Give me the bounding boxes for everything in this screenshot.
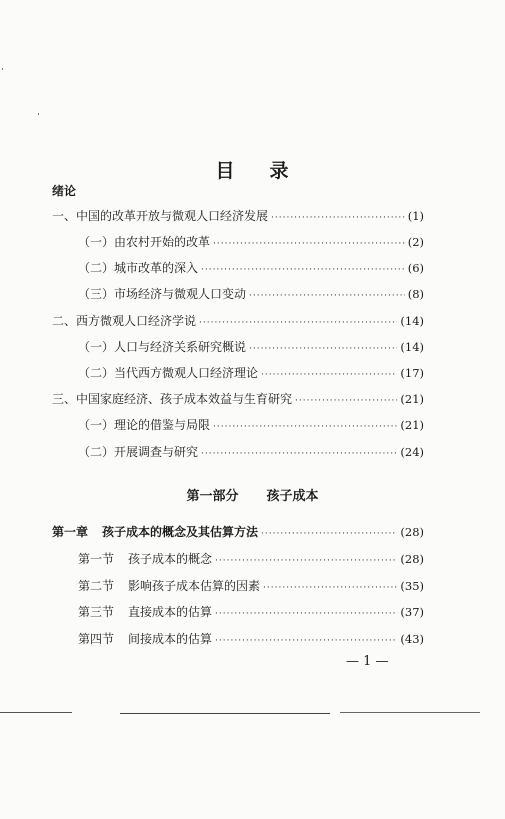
scan-rule [0,712,72,713]
toc-entry[interactable] [78,364,424,381]
toc-entry-page: (21) [400,418,424,432]
section-title: 孩子成本的概念 [128,552,213,566]
leader-dots [215,556,397,566]
toc-entry[interactable] [52,312,424,329]
section-page: (28) [400,552,424,566]
leader-dots [295,396,397,406]
scan-rule [120,713,330,714]
scan-speck [2,68,3,70]
toc-entry-page: (24) [400,445,424,459]
toc-entry-label: 三、中国家庭经济、孩子成本效益与生育研究 [52,392,293,406]
title-right-char: 录 [269,160,290,182]
chapter-page: (28) [400,525,424,539]
chapter-number: 第一章 [52,525,89,539]
toc-entry-page: (6) [407,261,424,275]
section-number: 第三节 [78,605,115,619]
chapter-title: 孩子成本的概念及其估算方法 [102,525,259,539]
scan-speck [38,113,39,115]
section-number: 第四节 [78,632,115,646]
toc-section-entry[interactable] [78,630,424,647]
toc-entry-label: （三）市场经济与微观人口变动 [78,287,247,301]
section-page: (43) [400,632,424,646]
toc-section-entry[interactable] [78,550,424,567]
leader-dots [215,609,397,619]
toc-entry-page: (17) [400,366,424,380]
toc-entry[interactable] [78,285,424,302]
leader-dots [263,583,397,593]
toc-section-entry[interactable] [78,603,424,620]
leader-dots [213,239,405,249]
leader-dots [199,318,397,328]
toc-entry[interactable] [52,390,424,407]
section-page: (35) [400,579,424,593]
section-label [78,550,212,567]
toc-entry-page: (14) [400,340,424,354]
section-title: 间接成本的估算 [128,632,213,646]
toc-entry[interactable] [78,338,424,355]
title-left-char: 目 [215,160,236,182]
toc-entry-page: (1) [407,209,424,223]
scan-rule [340,712,480,713]
leader-dots [215,636,397,646]
part-number: 第一部分 [186,489,239,504]
toc-section-entry[interactable] [78,577,424,594]
toc-entry[interactable] [52,207,424,224]
toc-entry[interactable] [78,443,424,460]
toc-entry-label: （一）人口与经济关系研究概说 [78,340,247,354]
toc-entry-label: （二）开展调查与研究 [78,445,199,459]
leader-dots [271,213,405,223]
toc-entry[interactable] [78,233,424,250]
toc-entry-page: (8) [407,287,424,301]
toc-entry-label: （二）城市改革的深入 [78,261,199,275]
toc-entry-label: （一）由农村开始的改革 [78,235,211,249]
toc-entry[interactable] [78,259,424,276]
leader-dots [249,291,405,301]
toc-entry-label: （二）当代西方微观人口经济理论 [78,366,259,380]
chapter-label [52,523,258,540]
toc-entry[interactable] [78,416,424,433]
section-page: (37) [400,605,424,619]
toc-entry-page: (2) [407,235,424,249]
toc-entry-label: 二、西方微观人口经济学说 [52,314,197,328]
leader-dots [261,370,397,380]
page-number: — 1 — [346,654,389,669]
intro-heading: 绪论 [52,184,77,198]
part-heading [0,485,505,504]
section-title: 影响孩子成本估算的因素 [128,579,261,593]
section-label [78,630,212,647]
leader-dots [261,529,397,539]
section-title: 直接成本的估算 [128,605,213,619]
leader-dots [249,344,397,354]
toc-entry-label: （一）理论的借鉴与局限 [78,418,211,432]
part-title: 孩子成本 [266,489,319,504]
leader-dots [201,449,397,459]
leader-dots [201,265,405,275]
leader-dots [213,422,397,432]
toc-entry-label: 一、中国的改革开放与微观人口经济发展 [52,209,269,223]
toc-entry-page: (14) [400,314,424,328]
section-label [78,603,212,620]
page-title [0,156,505,183]
toc-chapter-entry[interactable] [52,523,424,540]
toc-entry-page: (21) [400,392,424,406]
section-label [78,577,260,594]
section-number: 第一节 [78,552,115,566]
section-number: 第二节 [78,579,115,593]
